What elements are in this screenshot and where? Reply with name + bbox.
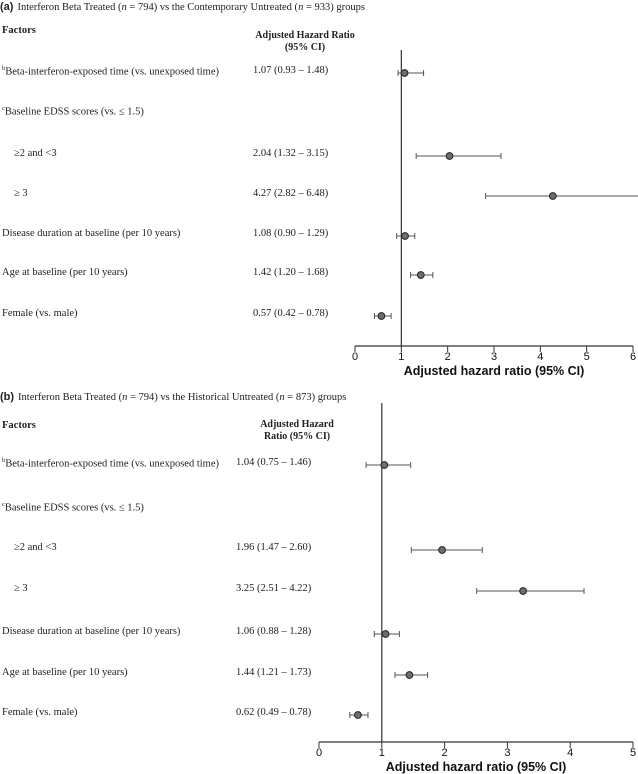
- column-header-hr-line: (95% CI): [284, 42, 326, 53]
- estimate-point: [446, 153, 453, 160]
- title-part: = 794) vs the Contemporary Untreated (: [126, 2, 299, 13]
- estimate-point: [401, 70, 408, 77]
- factor-text: Age at baseline (per 10 years): [2, 267, 128, 278]
- x-tick-label: 0: [315, 747, 323, 759]
- factor-text: ≥ 3: [14, 583, 28, 594]
- estimate-point: [417, 272, 424, 279]
- hazard-ratio-text: 1.42 (1.20 – 1.68): [253, 267, 329, 278]
- x-tick-label: 5: [583, 351, 590, 363]
- x-tick-label: 3: [490, 351, 498, 363]
- n-symbol: n: [279, 392, 285, 403]
- estimate-point: [520, 588, 527, 595]
- title-part: Interferon Beta Treated (: [18, 392, 123, 403]
- panel-label: (a): [0, 1, 14, 13]
- footnote-marker: c: [2, 105, 5, 112]
- footnote-marker: b: [2, 457, 6, 464]
- x-axis-label: Adjusted hazard ratio (95% CI): [403, 364, 585, 378]
- x-tick-label: 1: [398, 351, 405, 363]
- factor-text: Beta-interferon-exposed time (vs. unexposed time): [5, 458, 219, 470]
- column-header-hr-line: Adjusted Hazard Ratio: [255, 30, 355, 41]
- hazard-ratio-text: 1.06 (0.88 – 1.28): [236, 626, 312, 637]
- factor-text: Baseline EDSS scores (vs. ≤ 1.5): [4, 502, 144, 514]
- estimate-point: [381, 462, 388, 469]
- factor-text: ≥ 3: [14, 188, 28, 199]
- n-symbol: n: [122, 392, 128, 403]
- x-tick-label: 4: [567, 747, 574, 759]
- factor-text: Beta-interferon-exposed time (vs. unexposed time): [5, 66, 219, 78]
- estimate-point: [549, 193, 556, 200]
- x-tick-label: 2: [444, 351, 451, 363]
- x-tick-label: 4: [537, 351, 544, 363]
- x-axis-label: Adjusted hazard ratio (95% CI): [385, 760, 567, 774]
- estimate-point: [406, 672, 413, 679]
- hazard-ratio-text: 4.27 (2.82 – 6.48): [253, 188, 329, 199]
- n-symbol: n: [298, 2, 304, 13]
- factor-text: ≥2 and <3: [14, 148, 57, 159]
- factor-text: Disease duration at baseline (per 10 years): [2, 626, 181, 637]
- x-tick-label: 0: [351, 351, 359, 363]
- forest-panel-b: [0, 385, 638, 774]
- x-tick-label: 2: [441, 747, 448, 759]
- factor-text: Age at baseline (per 10 years): [2, 667, 128, 678]
- estimate-point: [382, 631, 389, 638]
- footnote-marker: c: [2, 501, 5, 508]
- x-tick-label: 6: [629, 351, 637, 363]
- hazard-ratio-text: 2.04 (1.32 – 3.15): [253, 148, 329, 159]
- estimate-point: [402, 233, 409, 240]
- panel-label: (b): [0, 391, 15, 403]
- factor-text: Female (vs. male): [2, 308, 78, 319]
- hazard-ratio-text: 1.08 (0.90 – 1.29): [253, 228, 329, 239]
- forest-plot-b: [0, 385, 638, 774]
- n-symbol: n: [121, 2, 127, 13]
- forest-plot-a: [0, 0, 638, 385]
- factor-text: Female (vs. male): [2, 707, 78, 718]
- factor-text: Baseline EDSS scores (vs. ≤ 1.5): [4, 106, 144, 118]
- x-tick-label: 3: [504, 747, 511, 759]
- hazard-ratio-text: 3.25 (2.51 – 4.22): [236, 583, 312, 594]
- hazard-ratio-text: 0.57 (0.42 – 0.78): [253, 308, 329, 319]
- title-part: = 873) groups: [284, 392, 347, 403]
- estimate-point: [378, 313, 385, 320]
- estimate-point: [355, 712, 362, 719]
- factor-text: Disease duration at baseline (per 10 years): [2, 228, 181, 239]
- x-tick-label: 1: [378, 747, 385, 759]
- x-tick-label: 5: [629, 747, 637, 759]
- estimate-point: [439, 547, 446, 554]
- hazard-ratio-text: 1.44 (1.21 – 1.73): [236, 667, 312, 678]
- hazard-ratio-text: 1.96 (1.47 – 2.60): [236, 542, 312, 553]
- factor-text: ≥2 and <3: [14, 542, 57, 553]
- column-header-hr-line: Ratio (95% CI): [263, 431, 331, 442]
- title-part: Interferon Beta Treated (: [17, 2, 122, 13]
- title-part: = 794) vs the Historical Untreated (: [127, 392, 280, 403]
- hazard-ratio-text: 1.07 (0.93 – 1.48): [253, 65, 329, 76]
- column-header-hr-line: Adjusted Hazard: [260, 419, 334, 430]
- hazard-ratio-text: 1.04 (0.75 – 1.46): [236, 457, 312, 468]
- title-part: = 933) groups: [303, 2, 365, 13]
- footnote-marker: b: [2, 65, 6, 72]
- column-header-factors: Factors: [2, 25, 36, 36]
- hazard-ratio-text: 0.62 (0.49 – 0.78): [236, 707, 312, 718]
- column-header-factors: Factors: [2, 420, 36, 431]
- forest-panel-a: [0, 0, 638, 385]
